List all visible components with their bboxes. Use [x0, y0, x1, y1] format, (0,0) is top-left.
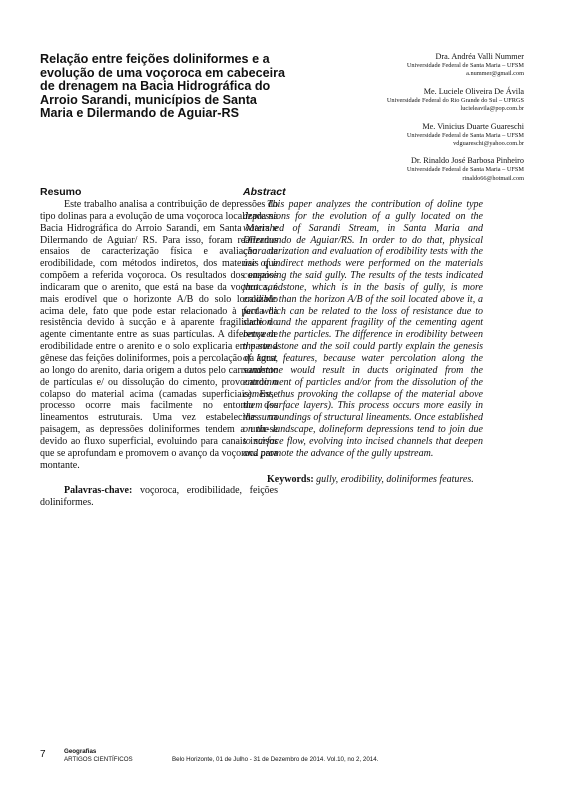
keywords-label: Palavras-chave:: [64, 485, 133, 497]
author-email[interactable]: vdguareschi@yahoo.com.br: [453, 140, 524, 148]
author-entry: [294, 52, 524, 79]
author-name: Me. Vinicius Duarte Guareschi: [422, 121, 524, 131]
resumo-keywords: [40, 485, 278, 509]
author-name: Me. Luciele Oliveira De Ávila: [423, 86, 524, 96]
resumo-text: Este trabalho analisa a contribuição de depressões do tipo dolinas para a evolução de uma voçoroca localizada na Bacia Hidrográfica do Arroio Sarandi, em Santa Maria e Dilermando de Aguiar/ RS. Para isso, foram realizados ensaios de caracterização física e avaliação da erodibilidade, com métodos indiretos, dos materiais que compõem a referida voçoroca. Os resultados dos ensaios indicaram que o arenito, que está na base da voçoroca, é mais erodível que o horizonte A/B do solo localizado acima dele, fato que pode estar relacionado à perda da resistência devido à sucção e à aparente fragilidade do agente cimentante entre as suas partículas. A diferença de erodibilidade entre o arenito e o solo explicaria em parte a gênese das feições doliniformes, pois a percolação da água, ao longo do arenito, daria origem a dutos pelo carreamento de partículas e/ ou dissolução do cimento, provocando o colapso do material acima (camadas superficiais). Esse processo ocorre mais facilmente no entorno dos lineamentos estruturais. Uma vez estabelecidas na paisagem, as depressões doliniformes tendem a unir-se devido ao fluxo superficial, evoluindo para canais incisos que se aprofundam e promovem o avanço da voçoroca para montante.: [40, 199, 278, 471]
page-number: 7: [40, 749, 46, 760]
abstract-heading: Abstract: [243, 186, 286, 198]
resumo-heading: Resumo: [40, 186, 82, 198]
author-entry: [294, 122, 524, 149]
author-affiliation: Universidade Federal do Rio Grande do Sul – UFRGS: [386, 96, 524, 104]
author-affiliation: Universidade Federal de Santa Maria – UFSM: [406, 166, 524, 174]
journal-name: Geografias: [64, 748, 97, 755]
keywords-values: gully, erodibility, doliniformes features.: [316, 473, 474, 485]
author-email[interactable]: a.nummer@gmail.com: [466, 70, 524, 78]
author-name: Dr. Rinaldo José Barbosa Pinheiro: [410, 156, 524, 166]
author-name: Dra. Andréa Valli Nummer: [435, 52, 524, 61]
section-name: ARTIGOS CIENTÍFICOS: [64, 756, 133, 763]
keywords-label: Keywords:: [267, 473, 314, 485]
author-email[interactable]: rinaldo66@hotmail.com: [462, 174, 524, 182]
abstract-text: This paper analyzes the contribution of doline type depressions for the evolution of a gully located on the watershed of Sarandi Stream, in Santa Maria and Dilermando de Aguiar/RS. In order to do that, physical characterization and evaluation of erodibility tests with the use of indirect methods were performed on the materials composing the said gully. The results of the tests indicated that sandstone, which is in the basis of gully, is more erodible than the horizon A/B of the soil located above it, a fact which can be related to the loss of resistance due to suction and the apparent fragility of the cementing agent between the particles. The difference in erodibility between the sandstone and the soil could partly explain the genesis of karst features, because water percolation along the sandstone would result in ducts originated from the entrainment of particles and/or from the dissolution of the cement, thus provoking the collapse of the material above them (surface layers). This process occurs more easily in the surroundings of structural lineaments. Once established on the landscape, dolineform depressions tend to join due to surface flow, evolving into incised channels that deepen and promote the advance of the gully upstream.: [243, 199, 483, 459]
author-affiliation: Universidade Federal de Santa Maria – UFSM: [406, 62, 524, 69]
abstract-column: [243, 186, 483, 485]
article-title: Relação entre feições doliniformes e a evolução de uma voçoroca em cabeceira de drenagem na Bacia Hidrográfica do Arroio Sarandi, municípios de Santa Maria e Dilermando de Aguiar-RS: [40, 52, 285, 121]
abstract-keywords: [243, 474, 483, 486]
author-email[interactable]: lucieleavila@pop.com.br: [460, 105, 524, 113]
author-entry: [294, 156, 524, 183]
author-entry: [294, 87, 524, 114]
keywords-values: voçoroca, erodibilidade, feições doliniformes.: [40, 485, 278, 509]
author-affiliation: Universidade Federal de Santa Maria – UFSM: [406, 131, 524, 139]
author-list: [294, 52, 524, 191]
issue-info: Belo Horizonte, 01 de Julho - 31 de Dezembro de 2014. Vol.10, no 2, 2014.: [172, 756, 379, 763]
